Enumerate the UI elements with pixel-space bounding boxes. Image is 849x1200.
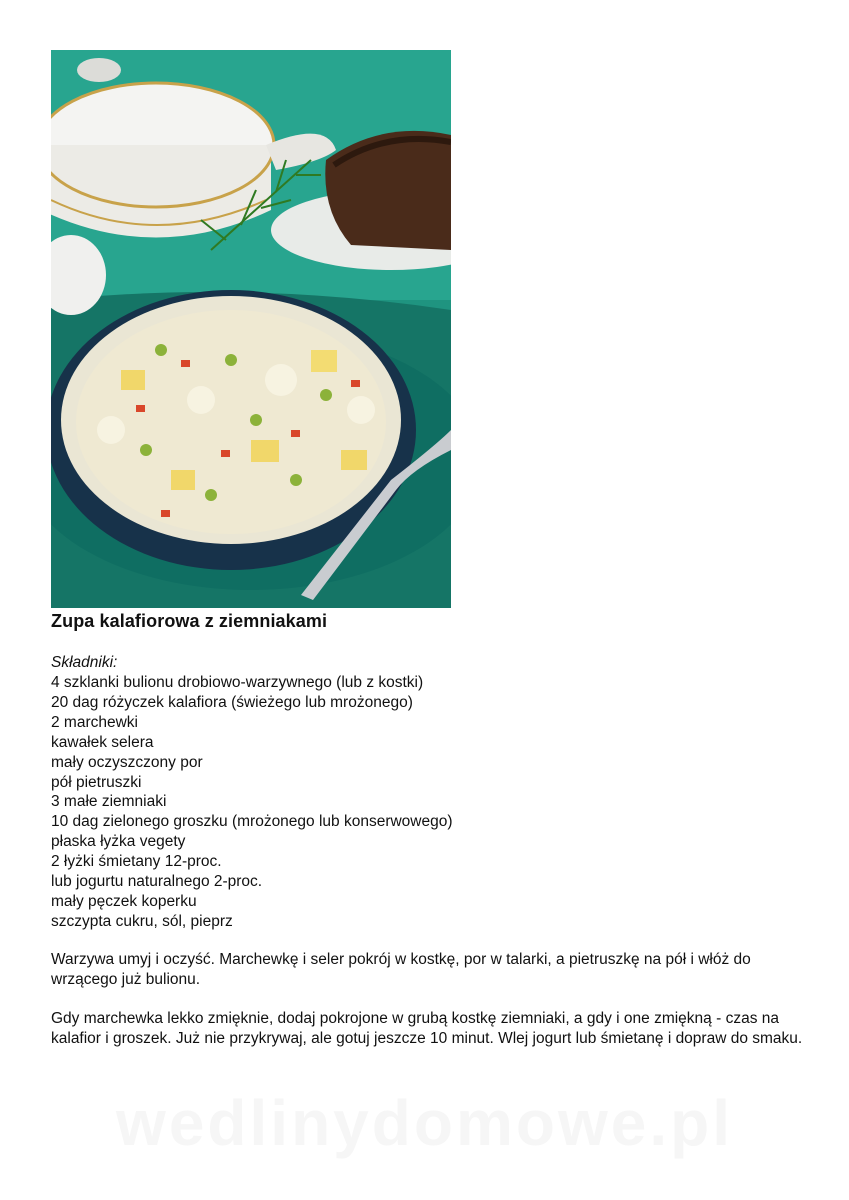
recipe-title: Zupa kalafiorowa z ziemniakami	[51, 611, 328, 631]
ingredients-list	[51, 673, 453, 932]
ingredient-item: mały oczyszczony por	[51, 753, 203, 771]
ingredient-item: 2 łyżki śmietany 12-proc.	[51, 853, 222, 871]
ingredient-item: kawałek selera	[51, 733, 154, 751]
ingredient-item: 4 szklanki bulionu drobiowo-warzywnego (lub z kostki)	[51, 674, 424, 691]
ingredient-item: 3 małe ziemniaki	[51, 793, 167, 811]
watermark: wedlinydomowe.pl	[116, 1087, 733, 1159]
ingredient-item: pół pietruszki	[51, 773, 142, 791]
ingredient-item: płaska łyżka vegety	[51, 833, 186, 851]
instruction-paragraph: Warzywa umyj i oczyść. Marchewkę i seler pokrój w kostkę, por w talarki, a pietruszkę na pół i włóż do wrzącego już bulionu.	[51, 951, 751, 988]
ingredient-item: lub jogurtu naturalnego 2-proc.	[51, 873, 263, 891]
soup-photo	[51, 50, 451, 608]
ingredient-item: mały pęczek koperku	[51, 892, 197, 910]
ingredient-item: 2 marchewki	[51, 713, 138, 731]
cauliflower-soup-photo-icon	[51, 50, 451, 608]
ingredient-item: szczypta cukru, sól, pieprz	[51, 912, 233, 930]
ingredients-header: Składniki:	[51, 654, 118, 671]
ingredient-item: 20 dag różyczek kalafiora (świeżego lub mrożonego)	[51, 693, 413, 711]
ingredient-item: 10 dag zielonego groszku (mrożonego lub konserwowego)	[51, 813, 453, 831]
instruction-paragraph: Gdy marchewka lekko zmięknie, dodaj pokrojone w grubą kostkę ziemniaki, a gdy i one zmiękną - czas na kalafior i groszek. Już nie przykrywaj, ale gotuj jeszcze 10 minut. Wlej jogurt lub śmietanę i dopraw do smaku.	[51, 1010, 803, 1047]
